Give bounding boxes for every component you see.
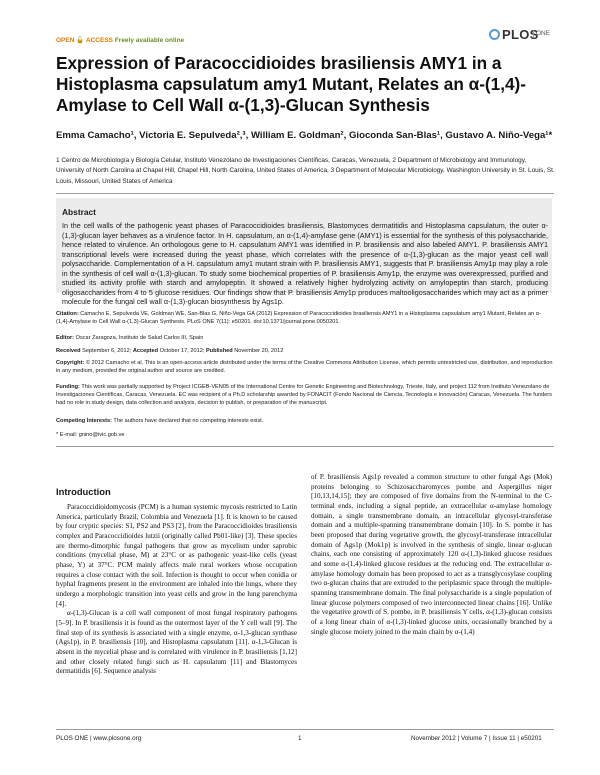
copyright: [56, 360, 554, 376]
citation-text: Camacho E, Sepulveda VE, Goldman WE, San-Blas G, Niño-Vega GA (2012) Expression of Paracoccidioides brasiliensis AMY1 in a Histoplasma capsulatum amy1 Mutant, Relates an α-(1,4)-Amylase to Cell Wall α-(1,3)-Glucan Synthesis. PLoS ONE 7(11): e50201. doi:10.1371/journal.pone.0050201: [56, 311, 541, 325]
email: * E-mail: gnino@ivic.gob.ve: [56, 432, 125, 438]
plos-one-logo: [489, 27, 549, 45]
editor-text: Oscar Zaragoza, Instituto de Salud Carlos III, Spain: [75, 335, 204, 341]
paragraph: Paracoccidioidomycosis (PCM) is a human systemic mycosis restricted to Latin America, particularly Brazil, Colombia and Venezuela [1]. It is known to be caused by four cryptic species: S1, PS2 and PS3 [2], from the Paracoccidioides brasiliensis complex and Paracoccidioides lutzii (originally called Pb01-like) [3]. These species are thermo-dimorphic fungal pathogens that grow as mycelium under saprobic conditions (mycelial phase, M) at 23°C or as pathogenic yeast-like cells (yeast phase, Y) at 37°C. PCM mainly affects male rural workers whose occupation requires a close contact with the soil. Infection is thought to occur when conidia or hyphal fragments present in the environment are inhaled into the lungs, where they undergo a morphologic transition into yeast cells and grow in the lung parenchyma [4].: [56, 503, 297, 608]
oa-access: ACCESS: [85, 37, 113, 44]
footer-journal: PLOS ONE | www.plosone.org: [56, 735, 142, 742]
published-label: Published: [205, 348, 233, 354]
oa-free: Freely available online: [114, 37, 185, 44]
copyright-text: © 2012 Camacho et al. This is an open-access article distributed under the terms of the Creative Commons Attribution License, which permits unrestricted use, distribution, and reproduction in any medium, provided the original author and source are credited.: [56, 360, 553, 374]
paragraph: α-(1,3)-Glucan is a cell wall component of most fungal respiratory pathogens [5–9]. In P. brasiliensis it is found as the outermost layer of the Y cell wall [9]. The final step of its synthesis is associated with a single enzyme, α-1,3-glucan synthase (Ags1p), in P. brasiliensis [10], and Histoplasma capsulatum [11]. α-1,3-Glucan is absent in the mycelial phase and is correlated with virulence in P. brasiliensis [1,12] and other closely related fungi such as H. capsulatum [11] and Blastomyces dermatitidis [6]. Sequence analysis: [56, 609, 297, 676]
plos-ring-icon: [489, 29, 500, 40]
accepted-label: Accepted: [132, 348, 159, 354]
oa-lock-icon: 🔓: [76, 37, 85, 44]
divider: [56, 446, 554, 447]
abstract-heading: Abstract: [62, 207, 96, 217]
citation-label: Citation:: [56, 311, 79, 317]
divider: [56, 193, 554, 194]
editor: [56, 335, 554, 343]
logo-one: ONE: [533, 30, 550, 37]
open-access-banner: [56, 36, 184, 44]
competing-label: Competing Interests:: [56, 418, 112, 424]
funding-text: This work was partially supported by Project ICGEB-VEN05 of the International Centre for Genetic Engineering and Biotechnology, Trieste, Italy, and project 112 from Instituto Venezolano de Investigaciones Científicas, Caracas, Venezuela. EC was recipient of a Ph.D scholarship awarded by FONACIT (Fondo Nacional de Ciencia, Tecnología e Innovación) Caracas, Venezuela. The funders had no role in study design, data collection and analysis, decision to publish, or preparation of the manuscript.: [56, 384, 552, 406]
received-date: September 6, 2012;: [82, 348, 132, 354]
published-date: November 20, 2012: [234, 348, 284, 354]
left-column: [56, 503, 297, 677]
article-title: Expression of Paracoccidioides brasiliensis AMY1 in a Histoplasma capsulatum amy1 Mutant, Relates an α-(1,4)-Amylase to Cell Wall α-(1,3)-Glucan Synthesis: [56, 53, 526, 115]
citation: [56, 311, 554, 327]
oa-open: OPEN: [56, 37, 75, 44]
affiliations: 1 Centro de Microbiología y Biología Celular, Instituto Venezolano de Investigaciones Científicas, Caracas, Venezuela, 2 Department of Microbiology and Immunology, University of North Carolina at Chapel Hill, Chapel Hill, North Carolina, United States of America, 3 Department of Molecular Microbiology, Washington University in St. Louis, St. Louis, Missouri, United States of America: [56, 157, 555, 185]
footer-issue: November 2012 | Volume 7 | Issue 11 | e50201: [411, 735, 542, 742]
logo-plos: PLOS: [502, 27, 539, 42]
footer-page: 1: [298, 735, 302, 742]
accepted-date: October 17, 2012;: [159, 348, 205, 354]
abstract-text: In the cell walls of the pathogenic yeast phases of Paracoccidioides brasiliensis, Blastomyces dermatitidis and Histoplasma capsulatum, the outer α-(1,3)-glucan layer behaves as a virulence factor. In H. capsulatum, an α-(1,4)-amylase gene (AMY1) is essential for the synthesis of this polysaccharide, hence related to virulence. An orthologous gene to H. capsulatum AMY1 was identified in P. brasiliensis and also labeled AMY1. P. brasiliensis AMY1 transcriptional levels were increased during the yeast phase, which correlates with the presence of α-(1,3)-glucan as the major yeast cell wall polysaccharide. Complementation of a H. capsulatum amy1 mutant strain with P. brasiliensis AMY1, suggests that P. brasiliensis Amy1p may play a role in the synthesis of cell wall α-(1,3)-glucan. To study some biochemical properties of P. brasiliensis Amy1p, the enzyme was overexpressed, purified and studied its activity profile with starch and amylopeptin. It showed a relatively higher hydrolyzing activity on amylopeptin than starch, producing oligosaccharides from 4 to 5 glucose residues. Our findings show that P. brasiliensis Amy1p produces maltooligosaccharides which may act as a primer molecule for the fungal cell wall α-(1,3)-glucan biosynthesis by Ags1p.: [62, 221, 548, 307]
editor-label: Editor:: [56, 335, 75, 341]
right-column: [311, 473, 552, 637]
paragraph: of P. brasiliensis Ags1p revealed a common structure to other fungal Ags (Mok) proteins belonging to Schizosaccharomyces pombe and Aspergillus niger [10,13,14,15]; they are composed of five domains from the N-terminal to the C-terminal ends, including a signal peptide, an extracellular α-amylase homology domain, a single transmembrane domain, an intracellular glycosyl-transferase domain and a multiple-spanning transmembrane domain [10]. In S. pombe it has been proposed that during vegetative growth, the glycosyl-transferase intracellular domain of Ags1p (Mok1p) is involved in the synthesis of single, linear α-glucan chains, each one consisting of approximately 120 α-(1,3)-linked glucose residues and some α-(1,4)-linked glucose residues at the reducing end. The extracellular α-amylase homology domain has been proposed to act as a transglycosylase coupling two α-glucan chains that are extruded to the periplasmic space through the multiple-spanning transmembrane domain. The final polysaccharide is a single population of linear glucose polymers composed of two interconnected linear chains [16]. Unlike the vegetative growth of S. pombe, in P. brasiliensis Y cells, α-(1,3)-glucan consists of a long linear chain of α-(1,3)-linked glucose units, occasionally branched by a single glucose moiety joined to the main chain by α-(1,4): [311, 473, 552, 636]
funding-label: Funding:: [56, 384, 80, 390]
competing-interests: [56, 418, 554, 426]
received-label: Received: [56, 348, 81, 354]
dates: [56, 348, 554, 356]
copyright-label: Copyright:: [56, 360, 85, 366]
section-heading: Introduction: [56, 486, 111, 497]
competing-text: The authors have declared that no competing interests exist.: [113, 418, 264, 424]
divider: [56, 729, 554, 730]
funding: [56, 384, 554, 408]
author-list: Emma Camacho¹, Victoria E. Sepulveda²,³, William E. Goldman², Gioconda San-Blas¹, Gustavo A. Niño-Vega¹*: [56, 130, 553, 141]
